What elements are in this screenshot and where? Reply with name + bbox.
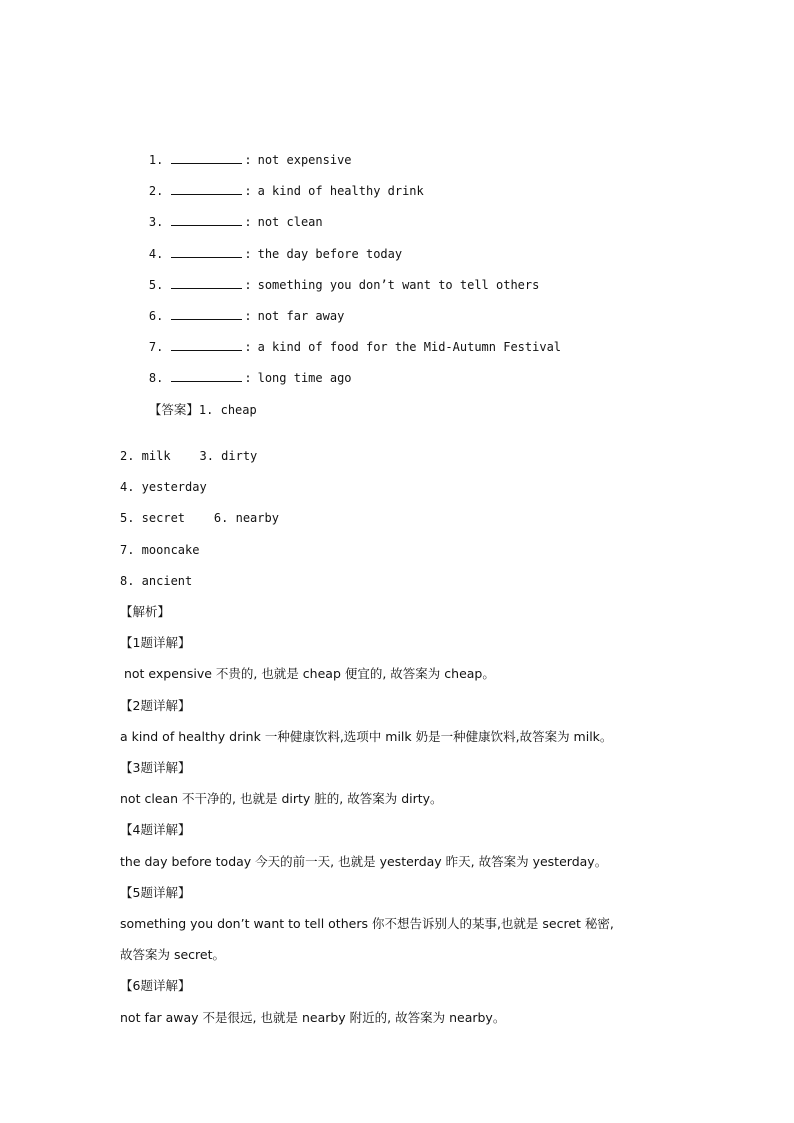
detail-title-2: 【2题详解】 — [120, 698, 191, 713]
question-separator: : — [244, 153, 252, 167]
question-number: 3. — [148, 215, 164, 229]
answer-4: 4. yesterday — [120, 480, 207, 494]
answer-blank — [171, 371, 242, 382]
answer-blank — [171, 309, 242, 320]
question-number: 7. — [148, 340, 164, 354]
detail-text-3: not clean 不干净的, 也就是 dirty 脏的, 故答案为 dirty。 — [120, 791, 443, 806]
question-number: 2. — [148, 184, 164, 198]
answer-7: 7. mooncake — [120, 543, 200, 557]
detail-text-1: not expensive 不贵的, 也就是 cheap 便宜的, 故答案为 cheap。 — [120, 666, 495, 681]
detail-text-6: not far away 不是很远, 也就是 nearby 附近的, 故答案为 nearby。 — [120, 1010, 506, 1025]
question-text: the day before today — [257, 247, 403, 261]
answer-blank — [171, 340, 242, 351]
detail-text-5-line-2: 故答案为 secret。 — [120, 947, 226, 962]
question-text: not far away — [257, 309, 345, 323]
detail-text-5-line-1: something you don’t want to tell others 你不想告诉别人的某事,也就是 secret 秘密, — [120, 916, 614, 931]
answer-blank — [171, 153, 242, 164]
detail-title-4: 【4题详解】 — [120, 822, 191, 837]
question-separator: : — [244, 184, 252, 198]
answer-blank — [171, 278, 242, 289]
answer-8: 8. ancient — [120, 574, 193, 588]
question-text: not clean — [257, 215, 323, 229]
answer-1: 1. cheap — [198, 403, 257, 417]
analysis-label: 【解析】 — [120, 604, 171, 619]
answer-2-3: 2. milk 3. dirty — [120, 449, 258, 463]
question-separator: : — [244, 215, 252, 229]
answers-heading-line — [120, 386, 257, 434]
answer-blank — [171, 184, 242, 195]
detail-title-6: 【6题详解】 — [120, 978, 191, 993]
answer-blank — [171, 215, 242, 226]
answer-5-6: 5. secret 6. nearby — [120, 511, 279, 525]
question-number: 5. — [148, 278, 164, 292]
question-text: a kind of food for the Mid-Autumn Festival — [257, 340, 562, 354]
detail-title-5: 【5题详解】 — [120, 885, 191, 900]
detail-title-3: 【3题详解】 — [120, 760, 191, 775]
question-number: 6. — [148, 309, 164, 323]
question-separator: : — [244, 340, 252, 354]
detail-title-1: 【1题详解】 — [120, 635, 191, 650]
question-number: 1. — [148, 153, 164, 167]
question-number: 4. — [148, 247, 164, 261]
question-text: long time ago — [257, 371, 352, 385]
question-number: 8. — [148, 371, 164, 385]
question-separator: : — [244, 278, 252, 292]
question-text: something you don’t want to tell others — [257, 278, 540, 292]
detail-text-2: a kind of healthy drink 一种健康饮料,选项中 milk 奶是一种健康饮料,故答案为 milk。 — [120, 729, 613, 744]
question-text: a kind of healthy drink — [257, 184, 424, 198]
question-separator: : — [244, 247, 252, 261]
answer-blank — [171, 247, 242, 258]
detail-text-4: the day before today 今天的前一天, 也就是 yesterday 昨天, 故答案为 yesterday。 — [120, 854, 608, 869]
question-separator: : — [244, 309, 252, 323]
answers-label: 【答案】 — [148, 402, 199, 417]
question-separator: : — [244, 371, 252, 385]
question-text: not expensive — [257, 153, 352, 167]
